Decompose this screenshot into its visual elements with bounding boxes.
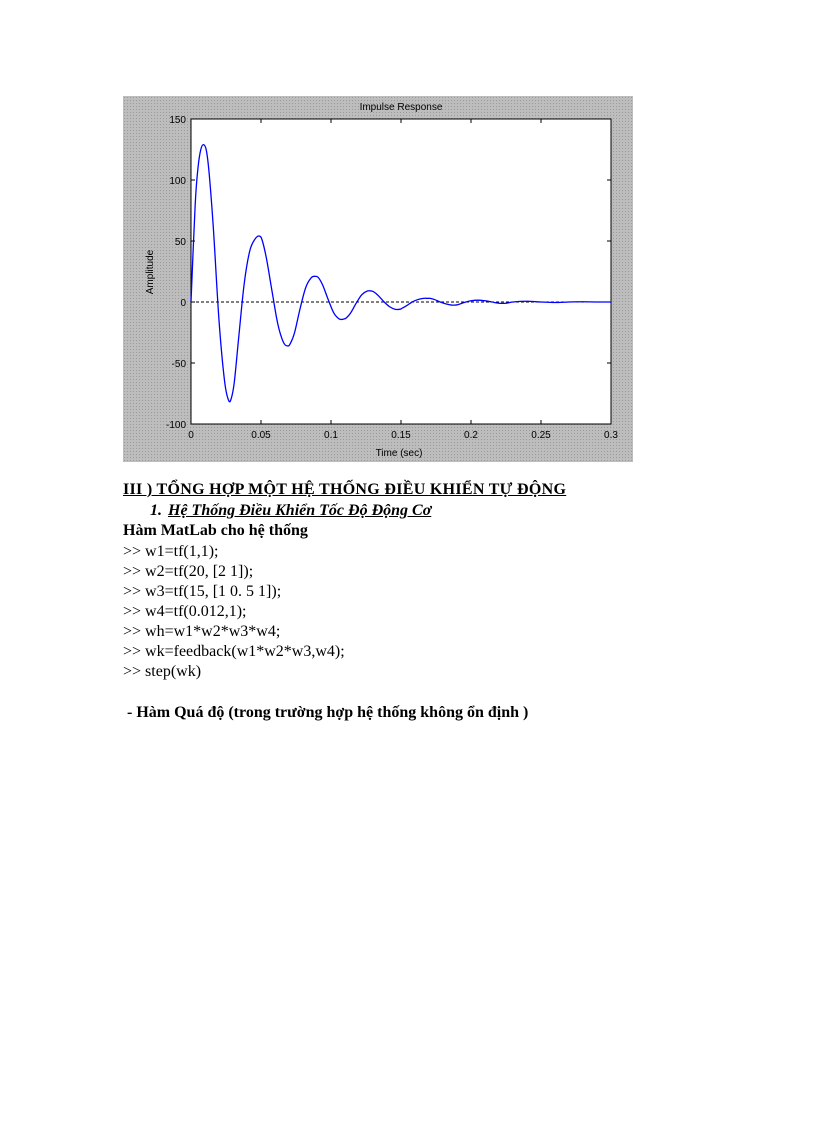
x-tick-label: 0.05 bbox=[251, 430, 271, 441]
x-tick-label: 0.3 bbox=[604, 430, 618, 441]
x-tick-label: 0.2 bbox=[464, 430, 478, 441]
section-heading: III ) TỔNG HỢP MỘT HỆ THỐNG ĐIỀU KHIỂN TỰ ĐỘNG bbox=[123, 481, 567, 498]
x-tick-label: 0.15 bbox=[391, 430, 411, 441]
y-tick-label: -100 bbox=[165, 420, 186, 431]
code-line: >> w2=tf(20, [2 1]); bbox=[123, 563, 254, 580]
note-text: - Hàm Quá độ (trong trường hợp hệ thống không ổn định ) bbox=[127, 704, 529, 721]
code-line: >> step(wk) bbox=[123, 663, 202, 680]
plot-area bbox=[191, 119, 611, 424]
y-tick-label: -50 bbox=[171, 359, 186, 370]
x-tick-label: 0.1 bbox=[324, 430, 338, 441]
y-tick-label: 0 bbox=[180, 298, 186, 309]
subsection-number: 1. bbox=[150, 502, 162, 519]
x-axis-label: Time (sec) bbox=[375, 448, 423, 459]
x-tick-label: 0.25 bbox=[531, 430, 551, 441]
subsection-heading bbox=[150, 502, 431, 520]
y-tick-label: 50 bbox=[174, 237, 186, 248]
impulse-response-figure bbox=[123, 96, 633, 462]
code-line: >> w1=tf(1,1); bbox=[123, 543, 219, 560]
code-line: >> w4=tf(0.012,1); bbox=[123, 603, 247, 620]
code-line: >> wk=feedback(w1*w2*w3,w4); bbox=[123, 643, 345, 660]
y-axis-label: Amplitude bbox=[145, 249, 156, 295]
impulse-response-chart bbox=[123, 96, 633, 462]
y-tick-label: 150 bbox=[169, 115, 186, 126]
subsection-title: Hệ Thống Điều Khiển Tốc Độ Động Cơ bbox=[168, 502, 432, 519]
code-line: >> wh=w1*w2*w3*w4; bbox=[123, 623, 281, 640]
chart-title: Impulse Response bbox=[359, 102, 443, 113]
code-line: >> w3=tf(15, [1 0. 5 1]); bbox=[123, 583, 282, 600]
intro-text: Hàm MatLab cho hệ thống bbox=[123, 522, 308, 539]
x-tick-label: 0 bbox=[188, 430, 194, 441]
y-tick-label: 100 bbox=[169, 176, 186, 187]
